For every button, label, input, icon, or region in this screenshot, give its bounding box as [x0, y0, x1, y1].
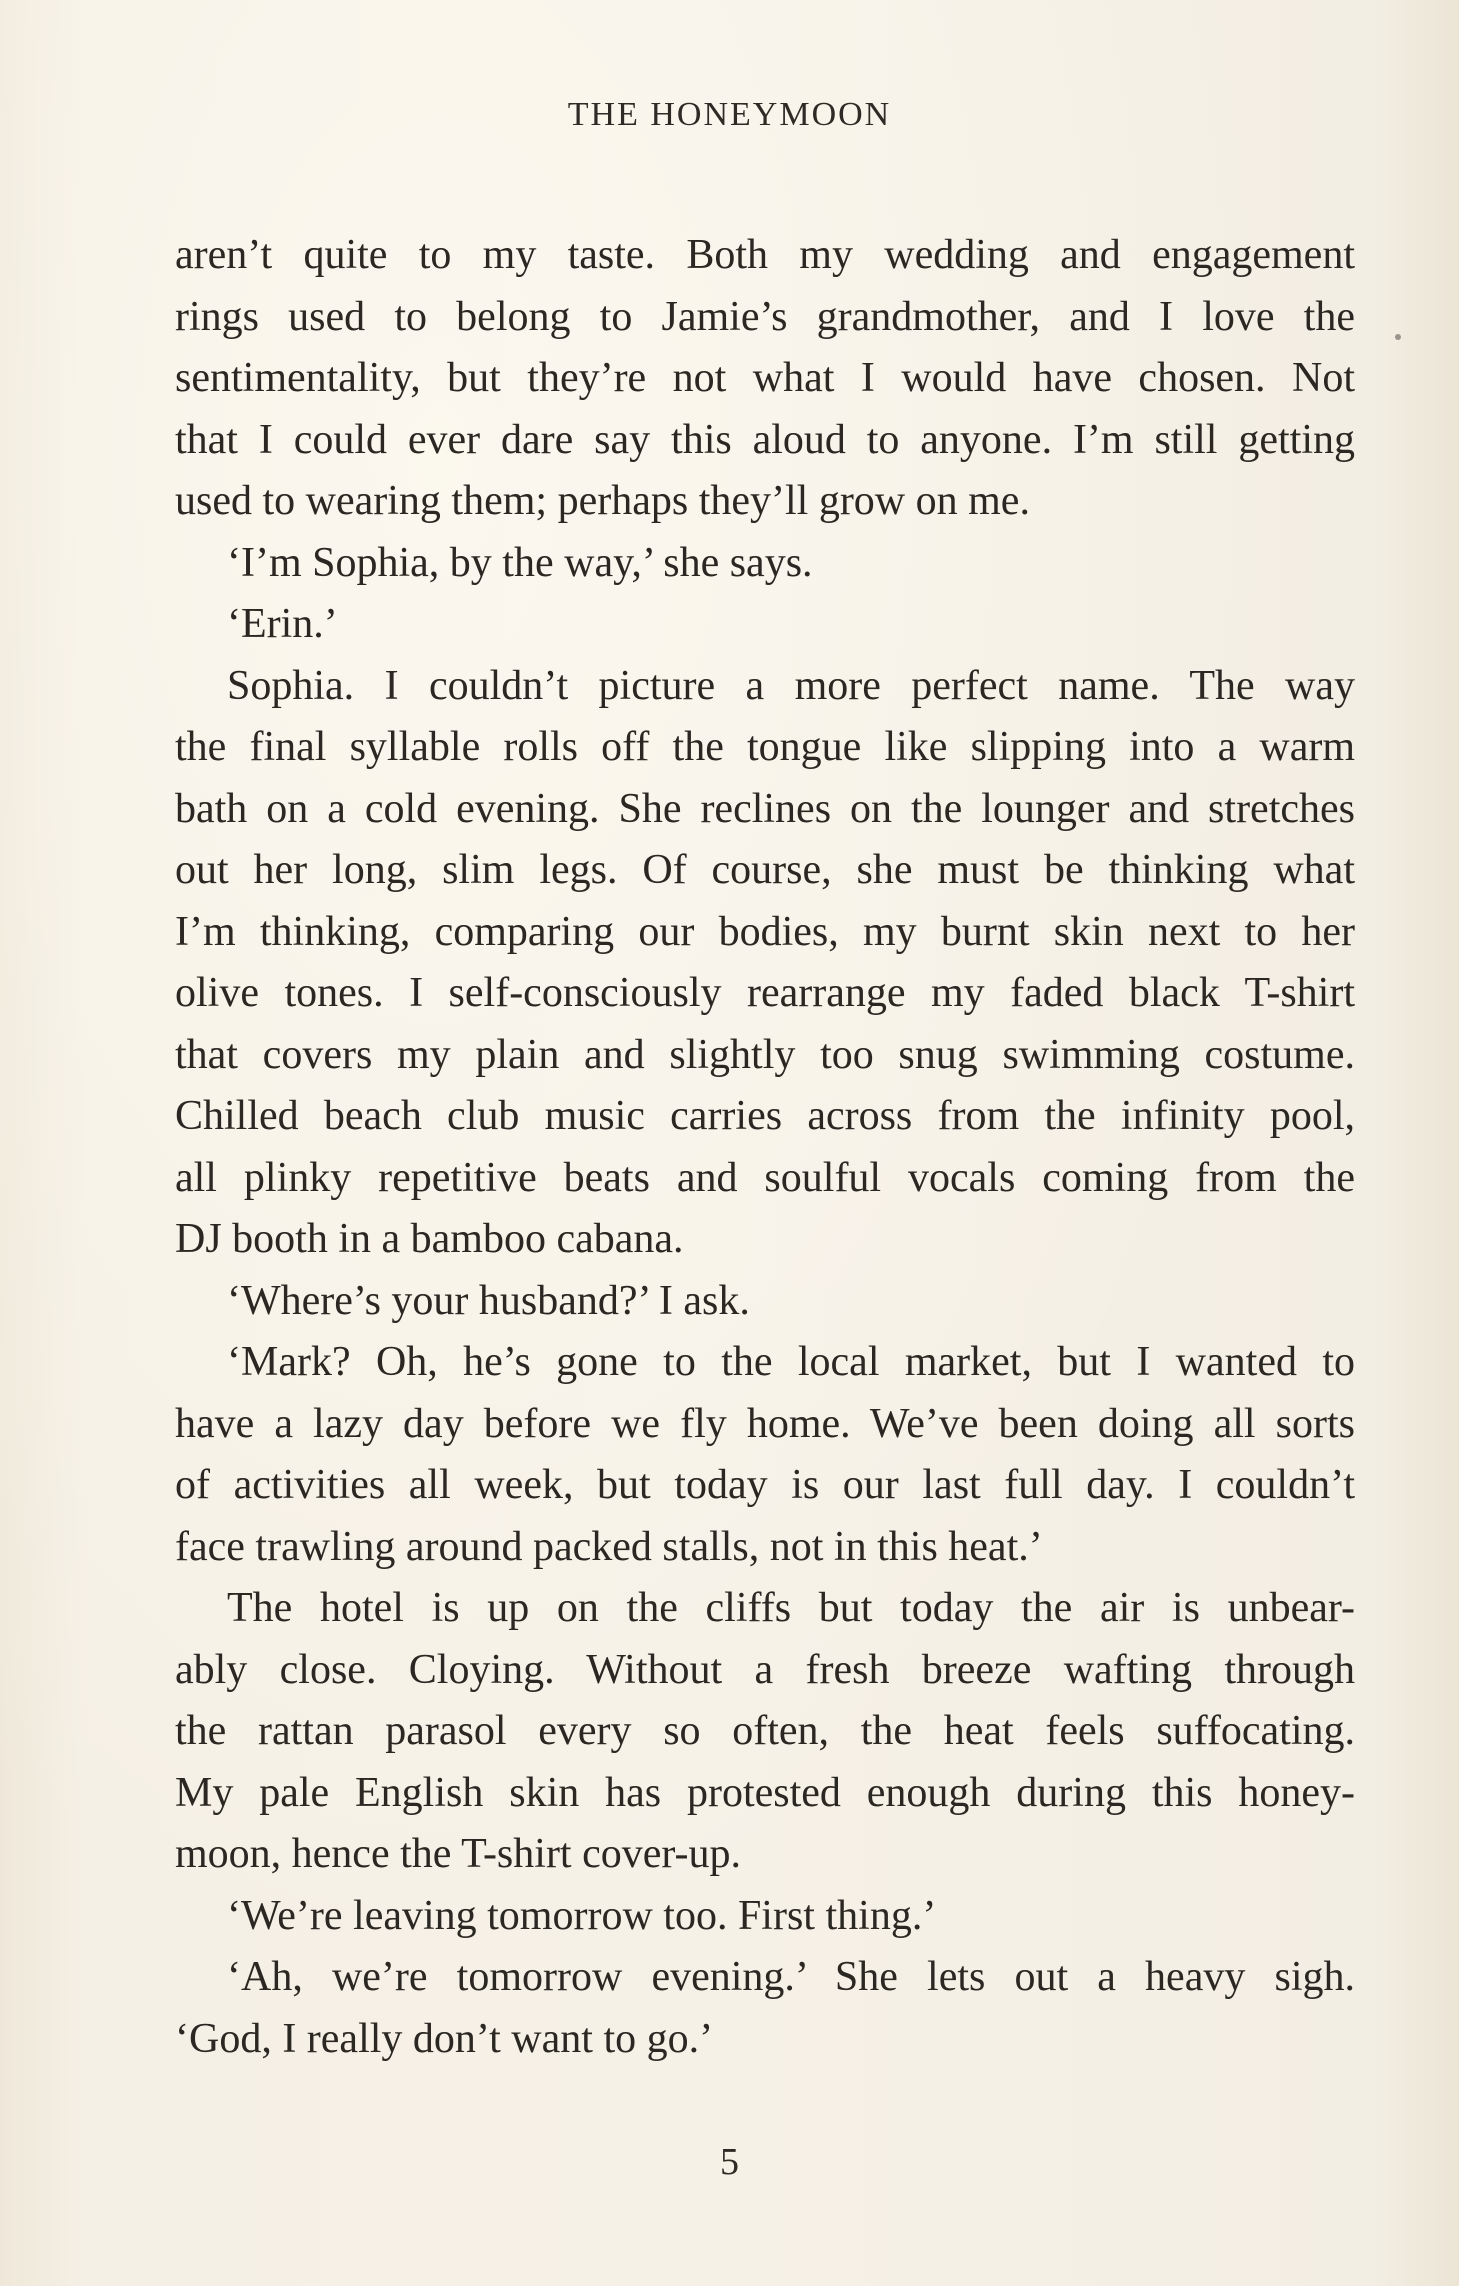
text-line: moon, hence the T-shirt cover-up. — [175, 1831, 742, 1877]
text-line: ‘We’re leaving tomorrow too. First thing.’ — [227, 1892, 937, 1939]
text-line: DJ booth in a bamboo cabana. — [175, 1216, 684, 1262]
text-line: out her long, slim legs. Of course, she must be thinking what — [175, 847, 1355, 893]
text-line: My pale English skin has protested enough during this honey- — [175, 1769, 1355, 1816]
text-line: face trawling around packed stalls, not in this heat.’ — [175, 1523, 1043, 1570]
text-line: bath on a cold evening. She reclines on the lounger and stretches — [175, 785, 1355, 832]
page-number: 5 — [720, 2141, 739, 2183]
text-line: the final syllable rolls off the tongue like slipping into a warm — [175, 724, 1355, 770]
text-line: ably close. Cloying. Without a fresh breeze wafting through — [175, 1646, 1355, 1693]
text-line: that covers my plain and slightly too snug swimming costume. — [175, 1031, 1355, 1078]
text-line: Sophia. I couldn’t picture a more perfect name. The way — [227, 662, 1355, 709]
text-line: that I could ever dare say this aloud to anyone. I’m still getting — [175, 416, 1355, 463]
running-head: THE HONEYMOON — [567, 96, 892, 133]
text-line: ‘Mark? Oh, he’s gone to the local market, but I wanted to — [227, 1339, 1355, 1385]
text-line: have a lazy day before we fly home. We’ve been doing all sorts — [175, 1400, 1355, 1447]
body-text — [175, 225, 1355, 2070]
text-line: of activities all week, but today is our last full day. I couldn’t — [175, 1462, 1355, 1508]
text-line: used to wearing them; perhaps they’ll grow on me. — [175, 478, 1030, 524]
text-line: olive tones. I self-consciously rearrange my faded black T-shirt — [175, 970, 1355, 1016]
text-line: ‘Erin.’ — [227, 601, 338, 647]
text-line: ‘Where’s your husband?’ I ask. — [227, 1277, 750, 1324]
text-line: I’m thinking, comparing our bodies, my burnt skin next to her — [175, 908, 1355, 955]
text-line: ‘Ah, we’re tomorrow evening.’ She lets out a heavy sigh. — [227, 1954, 1355, 2000]
text-line: Chilled beach club music carries across from the infinity pool, — [175, 1093, 1355, 1139]
text-line: ‘God, I really don’t want to go.’ — [175, 2015, 714, 2062]
text-line: all plinky repetitive beats and soulful vocals coming from the — [175, 1154, 1355, 1201]
text-line: sentimentality, but they’re not what I would have chosen. Not — [175, 355, 1355, 401]
text-line: rings used to belong to Jamie’s grandmother, and I love the — [175, 293, 1355, 340]
text-line: the rattan parasol every so often, the heat feels suffocating. — [175, 1708, 1355, 1754]
text-line: The hotel is up on the cliffs but today the air is unbear- — [227, 1585, 1355, 1631]
text-line: ‘I’m Sophia, by the way,’ she says. — [227, 539, 813, 586]
paper-speck — [1395, 334, 1401, 340]
text-line: aren’t quite to my taste. Both my wedding and engagement — [175, 232, 1355, 278]
